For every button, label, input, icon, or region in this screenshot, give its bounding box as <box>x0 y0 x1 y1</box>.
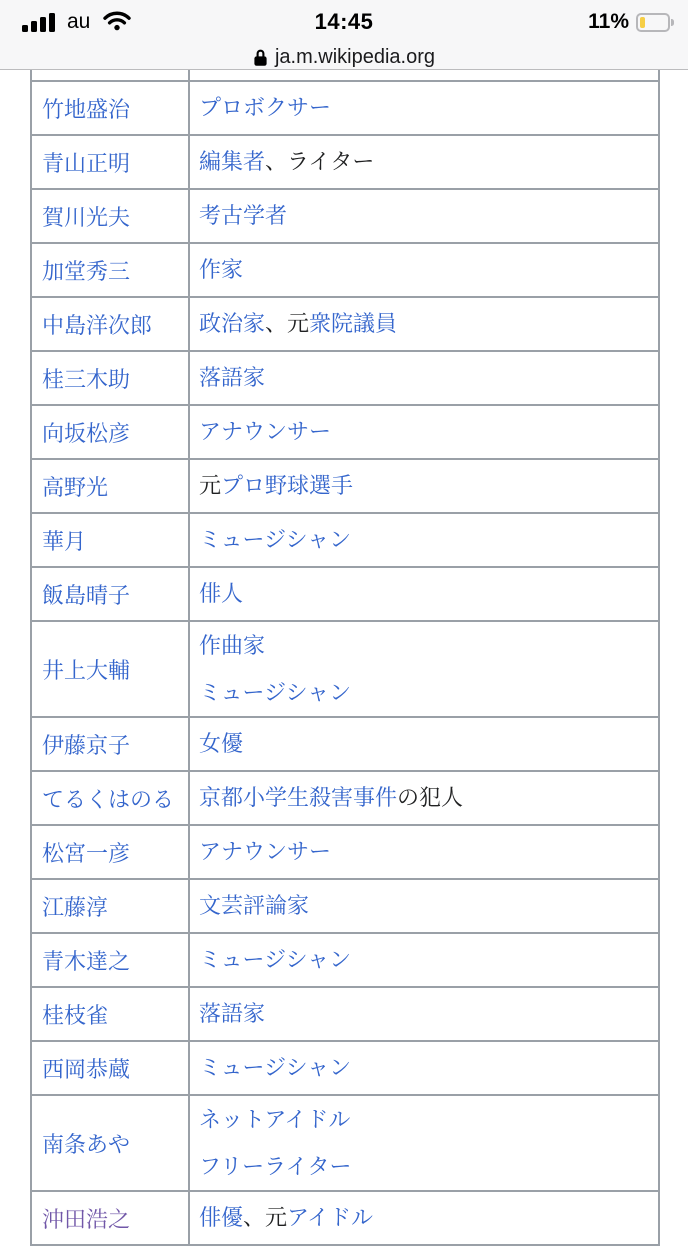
table-row <box>31 189 659 243</box>
occupation-line <box>199 94 650 122</box>
url-domain-label: ja.m.wikipedia.org <box>274 45 436 68</box>
occupation-link[interactable]: 作曲家 <box>199 632 266 658</box>
occupation-text: 、元 <box>243 1205 288 1230</box>
person-link[interactable]: 沖田浩之 <box>42 1206 131 1232</box>
person-name-cell <box>31 717 189 771</box>
occupation-line <box>199 632 650 660</box>
person-name-cell <box>31 81 189 135</box>
table-row <box>31 933 659 987</box>
occupation-line <box>199 1054 650 1082</box>
wifi-icon <box>102 10 132 36</box>
person-name-cell <box>31 513 189 567</box>
person-name-cell <box>31 351 189 405</box>
occupation-cell <box>189 297 659 351</box>
person-name-cell <box>31 879 189 933</box>
person-name-cell <box>31 405 189 459</box>
occupation-line <box>199 892 650 920</box>
occupation-cell <box>189 405 659 459</box>
occupation-cell <box>189 567 659 621</box>
occupation-link[interactable]: ミュージシャン <box>199 947 352 972</box>
occupation-line <box>199 202 650 230</box>
occupation-link[interactable]: ミュージシャン <box>199 527 352 552</box>
occupation-link[interactable]: 女優 <box>199 731 244 756</box>
occupation-line <box>199 838 650 866</box>
table-row <box>31 513 659 567</box>
occupation-cell <box>189 81 659 135</box>
occupation-line <box>199 418 650 446</box>
person-link[interactable]: 江藤淳 <box>42 894 109 920</box>
battery-icon <box>636 13 674 32</box>
table-row <box>31 621 659 717</box>
table-row <box>31 825 659 879</box>
occupation-link[interactable]: フリーライター <box>199 1153 352 1179</box>
table-row <box>31 297 659 351</box>
occupation-cell <box>189 825 659 879</box>
occupation-link[interactable]: ミュージシャン <box>199 1055 352 1080</box>
person-name-cell <box>31 1041 189 1095</box>
occupation-link[interactable]: 文芸評論家 <box>199 893 310 918</box>
occupation-link[interactable]: ネットアイドル <box>199 1106 351 1132</box>
table-row <box>31 405 659 459</box>
person-link[interactable]: 加堂秀三 <box>42 258 131 284</box>
person-link[interactable]: 飯島晴子 <box>42 582 131 608</box>
occupation-cell <box>189 771 659 825</box>
occupation-link[interactable]: プロ野球選手 <box>221 473 354 498</box>
occupation-line <box>199 526 650 554</box>
person-name-cell <box>31 1095 189 1191</box>
battery-percent-label: 11% <box>588 10 629 33</box>
occupation-link[interactable]: プロボクサー <box>199 95 332 120</box>
person-name-cell <box>31 1191 189 1245</box>
status-bar-left <box>0 8 132 36</box>
occupation-line <box>199 679 650 707</box>
occupation-link[interactable]: アイドル <box>287 1205 374 1230</box>
table-row <box>31 1191 659 1245</box>
occupation-link[interactable]: 落語家 <box>199 365 266 390</box>
person-link[interactable]: 井上大輔 <box>42 657 131 683</box>
occupation-link[interactable]: アナウンサー <box>199 839 332 864</box>
occupation-cell <box>189 70 659 81</box>
lock-icon <box>253 48 268 67</box>
clock-label: 14:45 <box>314 9 374 34</box>
person-name-cell <box>31 135 189 189</box>
browser-chrome <box>0 0 688 70</box>
occupation-line <box>199 580 650 608</box>
people-table <box>30 70 660 1246</box>
occupation-cell <box>189 1095 659 1191</box>
person-link[interactable]: 南条あや <box>42 1131 131 1157</box>
occupation-cell <box>189 987 659 1041</box>
occupation-cell <box>189 879 659 933</box>
occupation-cell <box>189 717 659 771</box>
cellular-signal-icon <box>22 13 55 32</box>
occupation-text: 、ライター <box>265 149 375 174</box>
occupation-cell <box>189 243 659 297</box>
occupation-cell <box>189 135 659 189</box>
occupation-cell <box>189 351 659 405</box>
table-row <box>31 879 659 933</box>
occupation-link[interactable]: 京都小学生殺害事件 <box>199 785 398 810</box>
table-row-partial <box>31 70 659 81</box>
person-name-cell <box>31 987 189 1041</box>
person-name-cell <box>31 297 189 351</box>
person-link[interactable]: 松宮一彦 <box>42 840 131 866</box>
occupation-line <box>199 148 650 176</box>
occupation-line <box>199 472 650 500</box>
person-name-cell <box>31 459 189 513</box>
occupation-link[interactable]: 落語家 <box>199 1001 266 1026</box>
occupation-line <box>199 1000 650 1028</box>
occupation-text: 、元 <box>265 311 310 336</box>
person-link[interactable]: 中島洋次郎 <box>42 312 153 338</box>
status-bar-right <box>588 0 674 44</box>
occupation-cell <box>189 1191 659 1245</box>
occupation-link[interactable]: 考古学者 <box>199 203 288 228</box>
person-link[interactable]: 高野光 <box>42 474 109 500</box>
occupation-line <box>199 730 650 758</box>
occupation-line <box>199 1153 650 1181</box>
occupation-line <box>199 1204 650 1232</box>
occupation-link[interactable]: ミュージシャン <box>199 679 352 705</box>
occupation-link[interactable]: アナウンサー <box>199 419 332 444</box>
occupation-link[interactable]: 作家 <box>199 257 244 282</box>
table-row <box>31 567 659 621</box>
people-table-body <box>31 70 659 1245</box>
occupation-line <box>199 784 650 812</box>
occupation-cell <box>189 459 659 513</box>
occupation-cell <box>189 513 659 567</box>
occupation-link[interactable]: 俳人 <box>199 581 244 606</box>
occupation-line <box>199 1106 650 1134</box>
person-name-cell <box>31 621 189 717</box>
table-row <box>31 717 659 771</box>
table-row <box>31 987 659 1041</box>
occupation-cell <box>189 189 659 243</box>
occupation-text: 元 <box>199 473 222 498</box>
person-name-cell <box>31 567 189 621</box>
person-link[interactable]: 桂三木助 <box>42 366 131 392</box>
person-link[interactable]: てるくはのる <box>42 786 175 812</box>
table-row <box>31 1095 659 1191</box>
occupation-cell <box>189 1041 659 1095</box>
person-name-cell <box>31 70 189 81</box>
table-row <box>31 1041 659 1095</box>
table-row <box>31 243 659 297</box>
person-link[interactable]: 桂枝雀 <box>42 1002 109 1028</box>
person-link[interactable]: 青木達之 <box>42 948 131 974</box>
occupation-link[interactable]: 衆院議員 <box>309 311 398 336</box>
person-name-cell <box>31 189 189 243</box>
occupation-text: の犯人 <box>397 785 464 810</box>
occupation-cell <box>189 933 659 987</box>
occupation-line <box>199 946 650 974</box>
table-row <box>31 459 659 513</box>
occupation-link[interactable]: 俳優 <box>199 1205 244 1230</box>
person-link[interactable]: 向坂松彦 <box>42 420 131 446</box>
person-link[interactable]: 華月 <box>42 528 87 554</box>
person-name-cell <box>31 933 189 987</box>
person-link[interactable]: 青山正明 <box>42 150 131 176</box>
person-name-cell <box>31 771 189 825</box>
occupation-link[interactable]: 編集者 <box>199 149 266 174</box>
person-name-cell <box>31 243 189 297</box>
table-row <box>31 135 659 189</box>
status-bar <box>0 0 688 44</box>
person-link[interactable]: 伊藤京子 <box>42 732 131 758</box>
table-row <box>31 81 659 135</box>
occupation-line <box>199 364 650 392</box>
occupation-line <box>199 256 650 284</box>
carrier-label: au <box>67 10 91 33</box>
occupation-cell <box>189 621 659 717</box>
url-bar[interactable] <box>0 44 688 70</box>
table-row <box>31 771 659 825</box>
occupation-line <box>199 310 650 338</box>
person-link[interactable]: 西岡恭蔵 <box>42 1056 131 1082</box>
table-row <box>31 351 659 405</box>
person-name-cell <box>31 825 189 879</box>
occupation-link[interactable]: 政治家 <box>199 311 266 336</box>
person-link[interactable]: 賀川光夫 <box>42 204 131 230</box>
person-link[interactable]: 竹地盛治 <box>42 96 131 122</box>
